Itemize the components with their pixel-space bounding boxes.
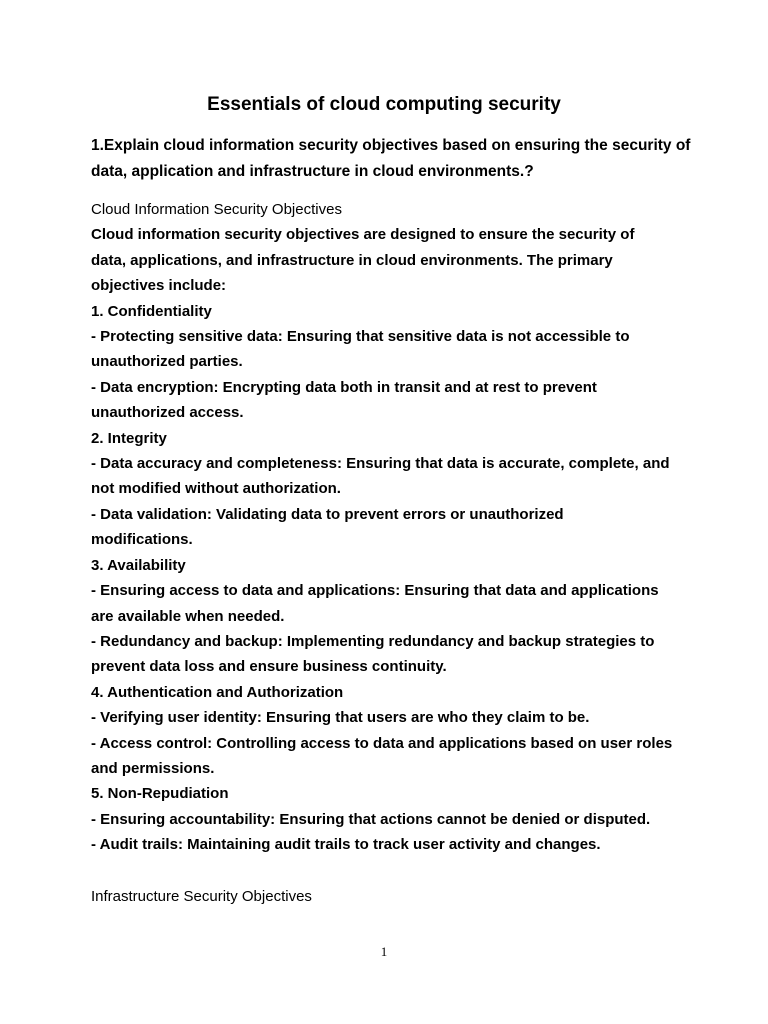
- objective-heading: 1. Confidentiality: [91, 302, 212, 320]
- bullet-line: - Audit trails: Maintaining audit trails to track user activity and changes.: [91, 836, 601, 854]
- bullet-line: unauthorized parties.: [91, 353, 243, 371]
- bullet-line: - Data encryption: Encrypting data both in transit and at rest to prevent: [91, 378, 597, 396]
- bullet-line: - Redundancy and backup: Implementing redundancy and backup strategies to: [91, 632, 655, 650]
- bullet-line: unauthorized access.: [91, 404, 244, 422]
- paragraph-line: Cloud information security objectives are designed to ensure the security of: [91, 226, 635, 244]
- bullet-line: not modified without authorization.: [91, 480, 341, 498]
- answer-body: [91, 197, 691, 858]
- bullet-line: - Ensuring access to data and applications: Ensuring that data and applications: [91, 582, 659, 600]
- bullet-line: are available when needed.: [91, 607, 285, 625]
- question-line: 1.Explain cloud information security objectives based on ensuring the security of: [91, 137, 691, 154]
- objective-heading: 5. Non-Repudiation: [91, 785, 229, 803]
- bullet-line: - Protecting sensitive data: Ensuring that sensitive data is not accessible to: [91, 328, 630, 346]
- objective-heading: 3. Availability: [91, 556, 186, 574]
- question-text: [91, 133, 691, 184]
- bullet-line: - Verifying user identity: Ensuring that users are who they claim to be.: [91, 709, 590, 727]
- objective-heading: 4. Authentication and Authorization: [91, 683, 344, 701]
- bullet-line: - Data accuracy and completeness: Ensuring that data is accurate, complete, and: [91, 455, 670, 473]
- question-line: data, application and infrastructure in cloud environments.?: [91, 162, 534, 180]
- page-number: 1: [380, 944, 388, 959]
- objective-heading: 2. Integrity: [91, 429, 167, 447]
- infrastructure-heading: Infrastructure Security Objectives: [91, 888, 312, 905]
- bullet-line: - Data validation: Validating data to prevent errors or unauthorized: [91, 505, 564, 523]
- bullet-line: modifications.: [91, 531, 193, 549]
- paragraph-line: data, applications, and infrastructure in cloud environments. The primary: [91, 251, 613, 269]
- bullet-line: and permissions.: [91, 759, 215, 777]
- bullet-line: prevent data loss and ensure business continuity.: [91, 658, 447, 676]
- bullet-line: - Access control: Controlling access to data and applications based on user roles: [91, 734, 673, 752]
- bullet-line: - Ensuring accountability: Ensuring that actions cannot be denied or disputed.: [91, 810, 651, 828]
- document-title: Essentials of cloud computing security: [207, 94, 561, 115]
- section-heading: Cloud Information Security Objectives: [91, 201, 342, 218]
- paragraph-line: objectives include:: [91, 277, 227, 295]
